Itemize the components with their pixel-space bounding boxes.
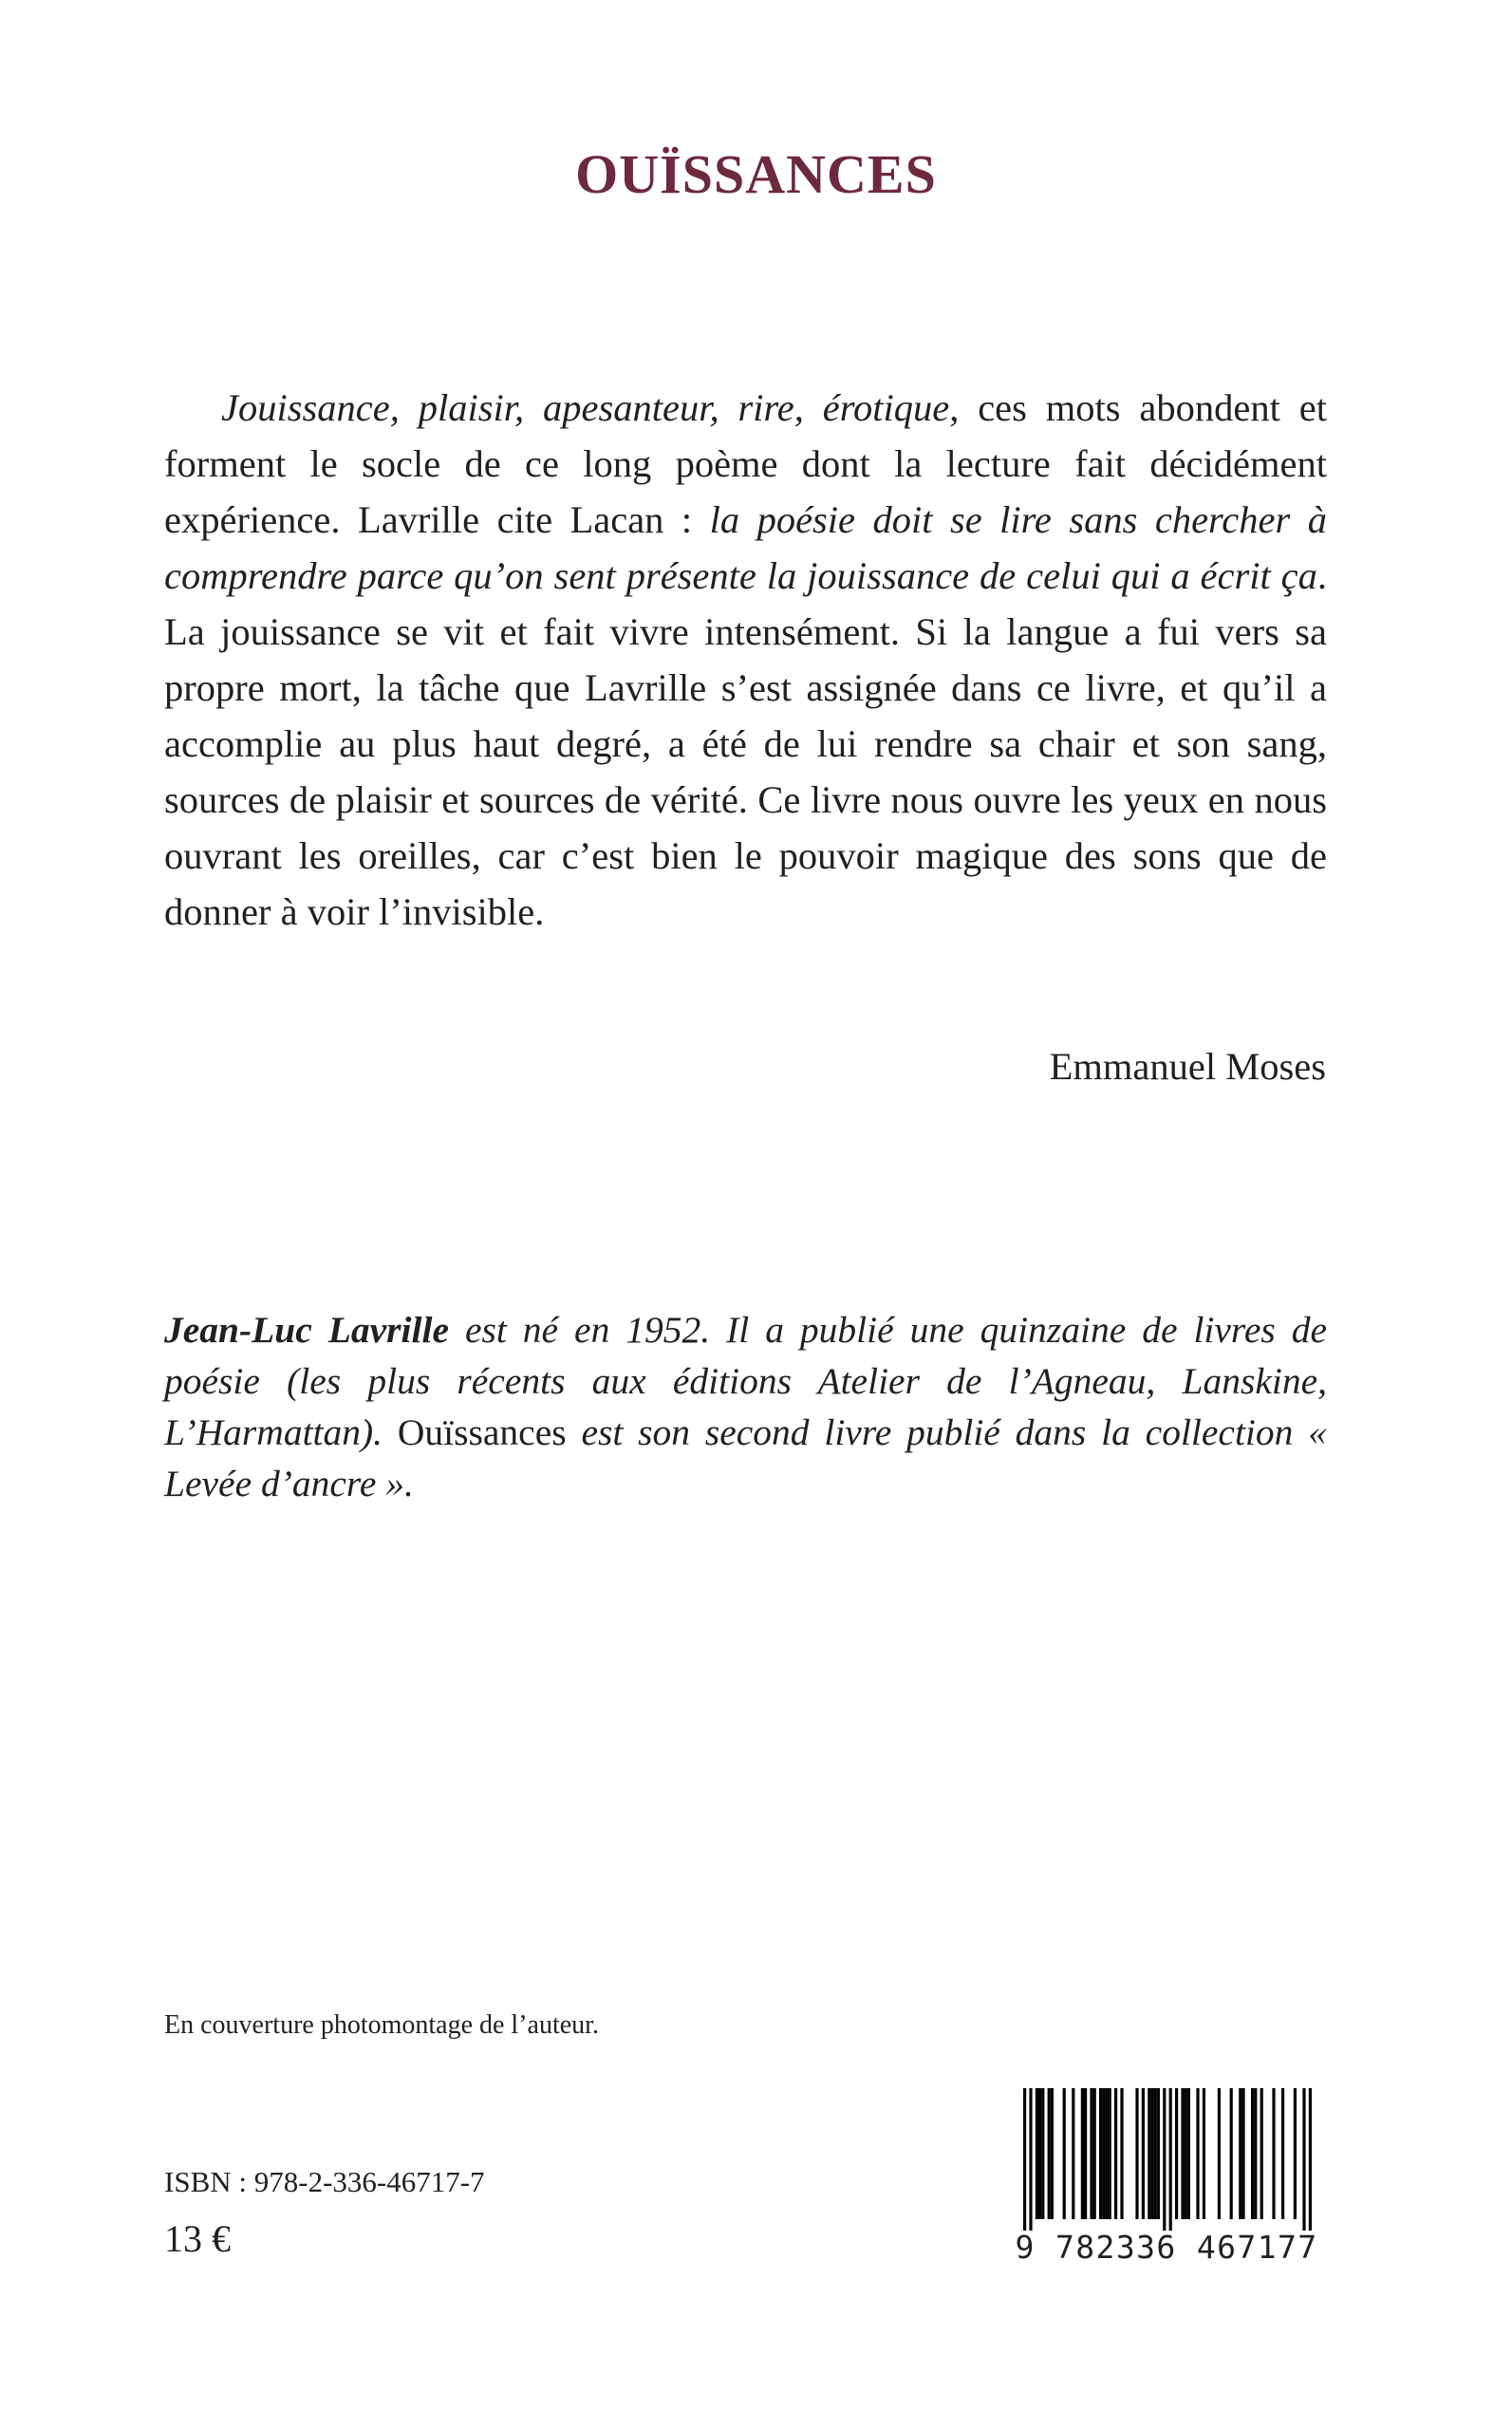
barcode-bar — [1105, 2088, 1108, 2219]
barcode-bar — [1041, 2088, 1044, 2219]
barcode-bar — [1302, 2088, 1305, 2231]
barcode-bar — [1157, 2088, 1160, 2219]
price: 13 € — [164, 2217, 231, 2260]
bio-text-1: est né en 1952. Il a publié une quinzaine de livres de poésie (les plus récents aux éditions Atelier de l’Agneau, Lanskine, L’Harmattan). — [164, 1309, 1327, 1453]
blurb-author: Emmanuel Moses — [1049, 1045, 1326, 1088]
barcode-bar — [1309, 2088, 1312, 2231]
blurb-lacan-quote: la poésie doit se lire sans chercher à comprendre parce qu’on sent présente la jouissance de celui qui a écrit ça — [164, 498, 1327, 597]
barcode-bar — [1272, 2088, 1275, 2219]
blurb-text-1: , ces mots abondent et forment le socle de ce long poème dont la lecture fait décidément expérience. Lavrille cite Lacan : — [164, 386, 1327, 541]
barcode-bar — [1196, 2088, 1199, 2219]
blurb-text-2: . La jouissance se vit et fait vivre intensément. Si la langue a fui vers sa propre mort, la tâche que Lavrille s’est assignée dans ce livre, et qu’il a accomplie au plus haut degré, a été de lui rendre sa chair et son sang, sources de plaisir et sources de vérité. Ce livre nous ouvre les yeux en nous ouvrant les oreilles, car c’est bien le pouvoir magique des sons que de donner à voir l’invisible. — [164, 554, 1327, 933]
barcode-bar — [1142, 2088, 1145, 2219]
barcode-bar — [1241, 2088, 1244, 2219]
barcode-bar — [1185, 2088, 1187, 2219]
barcode-bar — [1187, 2088, 1190, 2219]
barcode-bar — [1023, 2088, 1026, 2231]
barcode-bar — [1084, 2088, 1087, 2219]
barcode-bar — [1099, 2088, 1102, 2219]
barcode-bar — [1135, 2088, 1138, 2219]
book-title: OUÏSSANCES — [575, 143, 937, 205]
barcode-bar — [1260, 2088, 1263, 2219]
author-bio — [164, 1304, 1327, 1509]
blurb-italic-keywords: Jouissance, plaisir, apesanteur, rire, érotique — [221, 386, 950, 429]
barcode-bar — [1120, 2088, 1123, 2219]
barcode-bar — [1114, 2088, 1117, 2219]
barcode-bar — [1163, 2088, 1166, 2231]
barcode-bar — [1109, 2088, 1111, 2219]
barcode-bar — [1072, 2088, 1074, 2219]
bio-author-name: Jean-Luc Lavrille — [164, 1309, 449, 1351]
barcode-bar — [1036, 2088, 1038, 2219]
barcode-bar — [1150, 2088, 1153, 2219]
barcode-digits: 9 782336 467177 — [1015, 2229, 1318, 2266]
barcode-bar — [1038, 2088, 1041, 2219]
barcode-bars — [1006, 2088, 1327, 2231]
barcode-bar — [1029, 2088, 1032, 2231]
barcode-bar — [1154, 2088, 1157, 2219]
barcode-bar — [1251, 2088, 1254, 2219]
barcode-bar — [1148, 2088, 1150, 2219]
barcode — [1006, 2088, 1327, 2269]
barcode-bar — [1081, 2088, 1084, 2219]
barcode-bar — [1175, 2088, 1178, 2219]
barcode-bar — [1093, 2088, 1096, 2219]
barcode-bar — [1218, 2088, 1221, 2219]
cover-credit: En couverture photomontage de l’auteur. — [164, 2010, 599, 2040]
barcode-bar — [1230, 2088, 1233, 2219]
barcode-bar — [1048, 2088, 1051, 2219]
barcode-bar — [1254, 2088, 1257, 2219]
barcode-bar — [1102, 2088, 1105, 2219]
bio-book-title: Ouïssances — [397, 1411, 567, 1453]
back-cover-blurb — [164, 380, 1327, 940]
barcode-bar — [1063, 2088, 1066, 2219]
barcode-bar — [1239, 2088, 1241, 2219]
bio-text-2: est son second livre publié dans la collection « Levée d’ancre ». — [164, 1411, 1327, 1504]
barcode-bar — [1090, 2088, 1092, 2219]
barcode-bar — [1181, 2088, 1184, 2219]
isbn: ISBN : 978-2-336-46717-7 — [164, 2165, 485, 2198]
barcode-bar — [1294, 2088, 1297, 2219]
barcode-bar — [1051, 2088, 1054, 2219]
barcode-bar — [1281, 2088, 1284, 2219]
barcode-bar — [1169, 2088, 1172, 2231]
barcode-bar — [1203, 2088, 1205, 2219]
